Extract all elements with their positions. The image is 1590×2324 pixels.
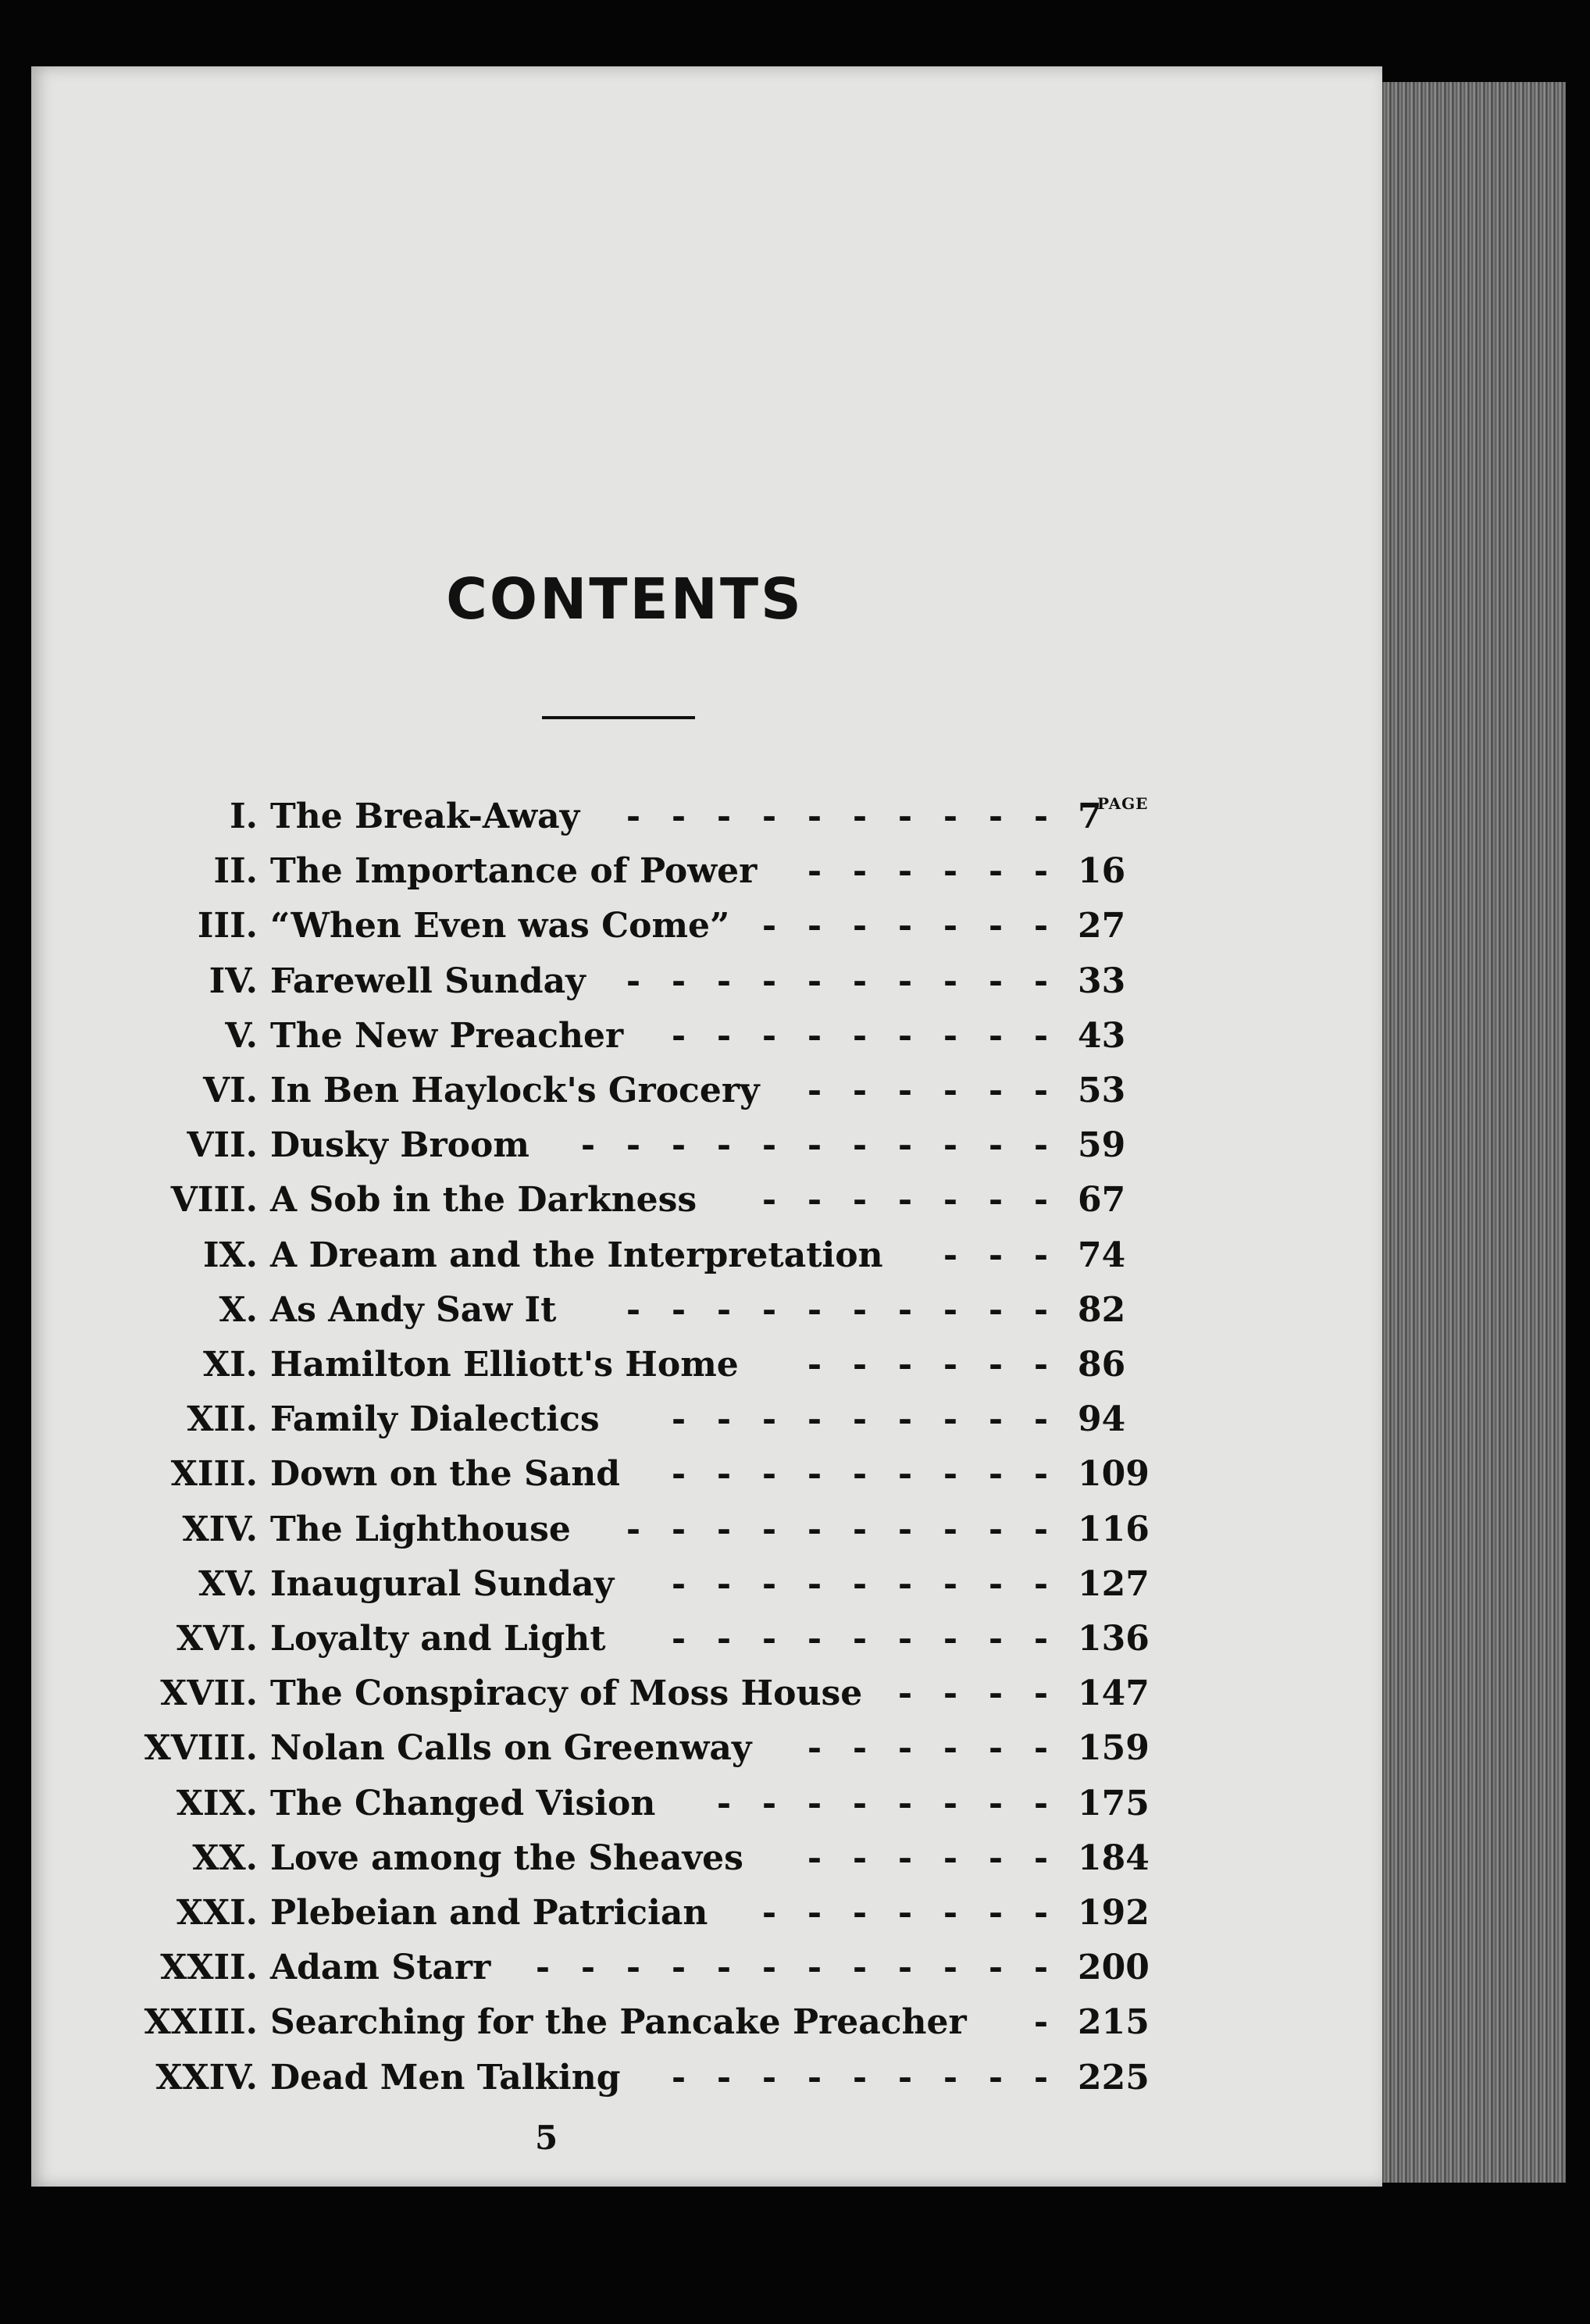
toc-row <box>31 1069 1171 1113</box>
toc-row <box>31 1727 1171 1770</box>
chapter-number: I. <box>230 797 258 836</box>
leader-dots: - - - - - - <box>807 1728 1049 1769</box>
chapter-number: XII. <box>187 1399 258 1440</box>
chapter-title: The Break-Away <box>270 797 580 836</box>
chapter-number: III. <box>197 906 258 946</box>
chapter-page: 59 <box>1078 1125 1126 1166</box>
toc-row <box>31 2056 1171 2100</box>
page-number: 5 <box>535 2118 558 2157</box>
leader-dots: - - - - - - - - - - - - <box>535 1948 1049 1988</box>
chapter-page: 116 <box>1078 1509 1150 1549</box>
chapter-title: Inaugural Sunday <box>270 1563 615 1604</box>
chapter-page: 215 <box>1078 2002 1150 2043</box>
chapter-title: Dusky Broom <box>270 1125 529 1166</box>
leader-dots: - - - - - - <box>807 851 1049 892</box>
toc-row <box>31 1289 1171 1332</box>
chapter-number: XVI. <box>176 1619 258 1659</box>
leader-dots: - - - <box>943 1235 1049 1275</box>
leader-dots: - - - - <box>897 1673 1049 1714</box>
chapter-page: 225 <box>1078 2057 1150 2098</box>
chapter-title: Dead Men Talking <box>270 2057 621 2098</box>
toc-row <box>31 1398 1171 1442</box>
leader-dots: - - - - - - - <box>761 1180 1049 1221</box>
chapter-page: 82 <box>1078 1289 1126 1330</box>
chapter-title: Plebeian and Patrician <box>270 1893 708 1933</box>
chapter-title: The Importance of Power <box>270 851 758 892</box>
leader-dots: - - - - - - - - <box>716 1783 1049 1823</box>
chapter-page: 16 <box>1078 851 1126 892</box>
chapter-page: 53 <box>1078 1071 1126 1110</box>
leader-dots: - - - - - - - <box>761 1893 1049 1933</box>
chapter-title: Hamilton Elliott's Home <box>270 1345 739 1385</box>
leader-dots: - - - - - - - - - - - <box>580 1125 1049 1166</box>
chapter-page: 184 <box>1078 1837 1150 1878</box>
toc-row <box>31 1508 1171 1552</box>
chapter-title: The Conspiracy of Moss House <box>270 1673 863 1714</box>
chapter-title: Searching for the Pancake Preacher <box>270 2002 967 2043</box>
toc-row <box>31 904 1171 948</box>
toc-row <box>31 1837 1171 1880</box>
toc-row <box>31 1617 1171 1661</box>
contents-heading: CONTENTS <box>446 566 804 632</box>
toc-row <box>31 1946 1171 1990</box>
leader-dots: - - - - - - - - - <box>671 1619 1049 1659</box>
leader-dots: - <box>1033 2002 1049 2043</box>
toc-row <box>31 1891 1171 1935</box>
chapter-number: IV. <box>209 961 258 1001</box>
chapter-page: 175 <box>1078 1783 1150 1823</box>
toc-row <box>31 2001 1171 2044</box>
chapter-number: VII. <box>187 1125 258 1166</box>
leader-dots: - - - - - - - - - - <box>626 797 1049 836</box>
toc-row <box>31 1124 1171 1167</box>
chapter-number: XXI. <box>176 1893 258 1933</box>
toc-row <box>31 1014 1171 1058</box>
chapter-title: “When Even was Come” <box>270 906 730 946</box>
toc-row <box>31 1782 1171 1826</box>
chapter-number: XV. <box>198 1563 258 1604</box>
leader-dots: - - - - - - - - - <box>671 1563 1049 1604</box>
chapter-title: A Dream and the Interpretation <box>270 1235 883 1275</box>
toc-row <box>31 960 1171 1003</box>
chapter-page: 67 <box>1078 1180 1126 1221</box>
chapter-page: 147 <box>1078 1673 1150 1714</box>
chapter-number: II. <box>213 851 258 892</box>
chapter-title: The Lighthouse <box>270 1509 571 1549</box>
chapter-number: XVII. <box>160 1673 258 1714</box>
leader-dots: - - - - - - <box>807 1071 1049 1110</box>
toc-row <box>31 795 1171 839</box>
chapter-page: 7 <box>1078 797 1102 836</box>
chapter-title: Nolan Calls on Greenway <box>270 1728 752 1769</box>
toc-row <box>31 1343 1171 1387</box>
chapter-title: Family Dialectics <box>270 1399 600 1440</box>
chapter-title: A Sob in the Darkness <box>270 1180 697 1221</box>
toc-row <box>31 1452 1171 1496</box>
toc-row <box>31 1672 1171 1716</box>
chapter-title: Adam Starr <box>270 1948 491 1988</box>
leader-dots: - - - - - - - - - - <box>626 1509 1049 1549</box>
chapter-page: 159 <box>1078 1728 1150 1769</box>
chapter-number: X. <box>219 1289 258 1330</box>
leader-dots: - - - - - - - <box>761 906 1049 946</box>
table-of-contents <box>31 66 1382 2187</box>
chapter-page: 109 <box>1078 1454 1150 1495</box>
leader-dots: - - - - - - - - - - <box>626 1289 1049 1330</box>
chapter-number: XIII. <box>170 1454 258 1495</box>
chapter-title: As Andy Saw It <box>270 1289 557 1330</box>
chapter-number: XXII. <box>160 1948 258 1988</box>
page-edges <box>1374 82 1566 2183</box>
page-column-label: PAGE <box>1097 794 1149 813</box>
chapter-title: Loyalty and Light <box>270 1619 606 1659</box>
chapter-title: Farewell Sunday <box>270 961 586 1001</box>
chapter-page: 136 <box>1078 1619 1150 1659</box>
chapter-title: In Ben Haylock's Grocery <box>270 1071 760 1110</box>
chapter-page: 200 <box>1078 1948 1150 1988</box>
chapter-title: Down on the Sand <box>270 1454 621 1495</box>
chapter-page: 192 <box>1078 1893 1150 1933</box>
chapter-number: XXIII. <box>144 2002 258 2043</box>
leader-dots: - - - - - - <box>807 1837 1049 1878</box>
chapter-number: VIII. <box>170 1180 258 1221</box>
chapter-page: 74 <box>1078 1235 1126 1275</box>
chapter-page: 94 <box>1078 1399 1126 1440</box>
chapter-number: XIV. <box>182 1509 258 1549</box>
chapter-number: IX. <box>202 1235 258 1275</box>
chapter-number: V. <box>225 1015 258 1056</box>
toc-row <box>31 1234 1171 1278</box>
toc-row <box>31 1563 1171 1606</box>
chapter-page: 127 <box>1078 1563 1150 1604</box>
leader-dots: - - - - - - - - - <box>671 1454 1049 1495</box>
chapter-page: 27 <box>1078 906 1126 946</box>
chapter-title: The New Preacher <box>270 1015 624 1056</box>
chapter-number: XIX. <box>176 1783 258 1823</box>
chapter-number: XX. <box>192 1837 258 1878</box>
chapter-page: 43 <box>1078 1015 1126 1056</box>
chapter-number: XVIII. <box>144 1728 258 1769</box>
book-page <box>31 66 1382 2187</box>
chapter-number: XI. <box>202 1345 258 1385</box>
chapter-page: 86 <box>1078 1345 1126 1385</box>
leader-dots: - - - - - - <box>807 1345 1049 1385</box>
leader-dots: - - - - - - - - - <box>671 2057 1049 2098</box>
leader-dots: - - - - - - - - - <box>671 1399 1049 1440</box>
toc-row <box>31 850 1171 893</box>
chapter-number: XXIV. <box>155 2057 258 2098</box>
chapter-number: VI. <box>202 1071 258 1110</box>
toc-row <box>31 1178 1171 1222</box>
chapter-title: Love among the Sheaves <box>270 1837 743 1878</box>
leader-dots: - - - - - - - - - - <box>626 961 1049 1001</box>
leader-dots: - - - - - - - - - <box>671 1015 1049 1056</box>
chapter-title: The Changed Vision <box>270 1783 656 1823</box>
chapter-page: 33 <box>1078 961 1126 1001</box>
